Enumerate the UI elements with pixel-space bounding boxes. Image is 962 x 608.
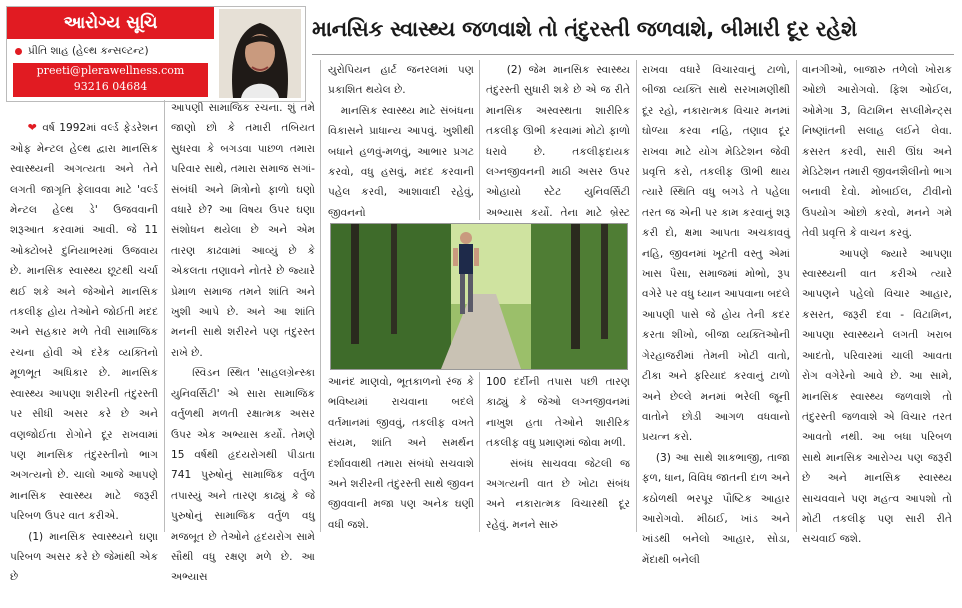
article-column-2: આપણી સામાજિક રચના. શું તમે જાણો છો કે તમારી તબિયત સુધરવા કે બગડવા પાછળ તમારા પરિવાર સાથે, તમારા સમાજ સગાં-સંબંધી અને મિત્રોનો ફાળો ઘણો વધારે છે? આ વિષય ઉપર ઘણા સંશોધન થયેલા છે અને એમ તારણ કાઢવામાં આવ્યું છે કે એકલતા તણાવને નોતરે છે જ્યારે પ્રેમાળ સમાજ તમને શાંતિ અને ખુશી આપે છે. અને આ શાંતિ મનની સાથે શરીરને પણ તંદુરસ્ત રાખે છે. સ્વિડન સ્થિત 'સાહલગ્રેન્સ્કા યુનિવર્સિટી' એ સારા સામાજિક વર્તુળથી મળતી રક્ષાત્મક અસર ઉપર એક અભ્યાસ કર્યો. તેમણે 15 વર્ષથી હૃદયરોગથી પીડાતા 741 પુરુષોનું સામાજિક વર્તુળ તપાસ્યું અને તારણ કાઢ્યું કે જે પુરુષોનું સામાજિક વર્તુળ વધુ મજબૂત છે તેઓને હૃદયરોગ સામે સૌથી વધુ રક્ષણ મળે છે. આ અભ્યાસ — [171, 102, 315, 584]
article-photo-jogger — [330, 223, 628, 370]
column-divider — [479, 372, 480, 532]
bullet-icon — [15, 48, 22, 55]
column-divider — [636, 60, 637, 532]
author-contact — [13, 63, 208, 97]
article-column-5: રાખવા વધારે વિચારવાનું ટાળો, બીજા વ્યક્તિ સાથે સરખામણીથી દૂર રહો, નકારાત્મક વિચાર મનમાં ઘોળ્યા કરવા નહિ, તણાવ દૂર રાખવા માટે યોગ મેડિટેશન જેવી પ્રવૃત્તિ કરો, તકલીફ ઊભી થાય ત્યારે સ્થિતિ વધુ બગડે તે પહેલા તરત જ એની પર કામ કરવાનું શરૂ કરી દો, ક્ષમા આપતા અચકાવવું નહિ, જીવનમાં ખૂટતી વસ્તુ એમાં ખાસ પૈસા, સમાજમાં મોભો, રૂપ વગેરે પર વધુ ધ્યાન આપવાના બદલે આપણી પાસે જે હોય તેની કદર કરતા શીખો, બીજા વ્યક્તિઓની ગેરહાજરીમાં તેમની ખોટી વાતો, ટીકા અને ફરિયાદ કરવાનું ટાળો અને છેલ્લે મનમાં ભરેલી જૂની વાતોને છોડી આગળ વધવાનો પ્રયત્ન કરો. (3) આ સાથે શાકભાજી, તાજા ફળ, ધાન, વિવિધ જાતની દાળ અને કઠોળથી ભરપૂર પૌષ્ટિક આહાર આરોગવો. મીઠાઈ, ખાંડ અને ખાંડથી બનેલો આહાર, સોડા, મેંદાથી બનેલી — [642, 64, 790, 566]
article-column-6: વાનગીઓ, બાજારુ તળેલો ખોરાક ઓછો આરોગવો. ફિશ ઓઈલ, ઓમેગા 3, વિટામિન સપ્લીમેન્ટ્સ નિષ્ણાંતની સલાહ લઈને લેવા. કસરત કરવી, સારી ઊંઘ અને મેડિટેશન તમારી જીવનશૈલીનો ભાગ બનાવી દેવો. મોબાઈલ, ટીવીનો ઉપયોગ ઓછો કરવો, મનને ગમે તેવી પ્રવૃત્તિ કે વાચન કરવું. આપણે જ્યારે આપણા સ્વાસ્થ્યની વાત કરીએ ત્યારે આપણને પહેલો વિચાર આહાર, કસરત, જરૂરી દવા - વિટામિન, આપણા સ્વાસ્થ્યને લગતી ખરાબ આદતો, પરિવારમાં ચાલી આવતા રોગ વગેરેનો આવે છે. આ સામે, માનસિક સ્વાસ્થ્ય જળવાશે તો તંદુરસ્તી જળવાશે એ વિચાર તરત આવતો નથી. આ બધા પરિબળ સાથે માનસિક આરોગ્ય પણ જરૂરી છે અને માનસિક સ્વાસ્થ્ય સાચવવાને પણ મહત્વ આપશો તો મોટી તકલીફ પણ સારી રીતે સચવાઈ જશે. — [802, 64, 952, 546]
author-name: પ્રીતિ શાહ (હેલ્થ કન્સલ્ટન્ટ) — [28, 45, 149, 57]
article-column-4-bottom: 100 દર્દીની તપાસ પછી તારણ કાઢ્યું કે જેઓ લગ્નજીવનમાં નાખુશ હતા તેઓને શારીરિક તકલીફ વધુ પ્રમાણમાં જોવા મળી. સંબંધ સાચવવા જેટલી જ અગત્યની વાત છે ખોટા સંબંધ અને નકારાત્મક વિચારથી દૂર રહેવું. મનને સારું — [486, 376, 630, 531]
author-phone: 93216 04684 — [73, 80, 148, 93]
article-headline: માનસિક સ્વાસ્થ્ય જળવાશે તો તંદુરસ્તી જળવાશે, બીમારી દૂર રહેશે — [312, 17, 857, 41]
column-divider — [796, 60, 797, 532]
article-column-4-top: (2) જેમ માનસિક સ્વાસ્થ્ય તંદુરસ્તી સુધારી શકે છે એ જ રીતે માનસિક અસ્વસ્થતા શારીરિક તકલીફ ઊભી કરવામાં મોટો ફાળો ધરાવે છે. તકલીફદાયક લગ્નજીવનની માઠી અસર ઉપર ઓહાયો સ્ટેટ યુનિવર્સિટી અભ્યાસ કર્યો. તેના માટે બ્રેસ્ટ — [486, 64, 630, 219]
column-divider — [164, 100, 165, 532]
column-1-text: વર્ષ 1992માં વર્લ્ડ ફેડરેશન ઓફ મેન્ટલ હેલ્થ દ્વારા માનસિક સ્વાસ્થ્યની અગત્યતા અને તેને લગતી જાગૃતિ ફેલાવવા માટે 'વર્લ્ડ મેન્ટલ હેલ્થ ડે' ઉજવવાની શરૂઆત કરવામાં આવી. જે 11 ઓક્ટોબરે દુનિયાભરમાં ઉજવાય છે. માનસિક સ્વાસ્થ્ય છૂટથી ચર્ચા થઈ શકે અને જેઓને માનસિક તકલીફ હોય તેઓને જોઈતી મદદ અને સહકાર મળે તેવી સામાજિક રચના હોવી એ દરેક વ્યક્તિનો મૂળભૂત અધિકાર છે. માનસિક સ્વાસ્થ્ય આપણા શરીરની તંદુરસ્તી પર સીધી અસર કરે છે અને વણજોઈતા રોગોને દૂર રાખવામાં પણ માનસિક તંદુરસ્તીનો ભાગ અગત્યનો છે. ચાલો આજે આપણે માનસિક સ્વાસ્થ્ય માટે જરૂરી પરિબળ ઉપર વાત કરીએ. (1) માનસિક સ્વાસ્થ્યને ઘણા પરિબળ અસર કરે છે જેમાંથી એક છે — [10, 122, 159, 584]
heart-icon: ❤ — [27, 121, 38, 135]
author-photo — [219, 9, 301, 98]
author-byline — [15, 45, 149, 58]
headline-rule — [312, 54, 954, 55]
article-column-1 — [10, 98, 159, 584]
column-divider — [320, 60, 321, 532]
column-masthead — [6, 6, 306, 102]
section-title: આરોગ્ય સૂચિ — [7, 7, 214, 39]
column-divider — [479, 60, 480, 220]
article-column-3-bottom: આનંદ માણવો, ભૂતકાળનો રંજ કે ભવિષ્યમાં રાચવાના બદલે વર્તમાનમાં જીવવું, તકલીફ વખતે સંયમ, શાંતિ અને સમર્થન દર્શાવવાથી તમારા સંબંધો સચવાશે અને શરીરની તંદુરસ્તી સાથે જીવન જીવવાની મજા પણ અનેક ઘણી વધી જશે. — [328, 376, 478, 531]
author-email: preeti@plerawellness.com — [36, 64, 185, 77]
article-column-3-top: યુરોપિયન હાર્ટ જનરલમાં પણ પ્રકાશિત થયેલ છે. માનસિક સ્વાસ્થ્ય માટે સંબંધના વિકાસને પ્રાધાન્ય આપવું. ખુશીથી બધાને હળવું-મળવું, આભાર પ્રગટ કરવો, વધુ હસવું, મદદ કરવાની પહેલ કરવી, આશાવાદી રહેવું, જીવનનો — [328, 64, 474, 219]
